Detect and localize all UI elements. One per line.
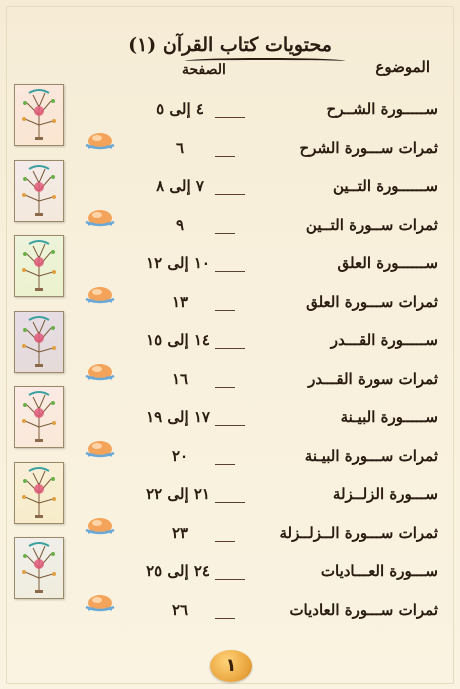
contents-row (0, 522, 460, 550)
tree-illustration-flower-icon (14, 462, 64, 524)
tree-illustration-heart-icon (14, 84, 64, 146)
tree-illustration-eye-icon (14, 311, 64, 373)
fruit-bowl-icon (82, 285, 118, 307)
tree-illustration-book-icon (14, 386, 64, 448)
leader-line (215, 618, 235, 619)
contents-row (0, 406, 460, 434)
leader-line (215, 502, 245, 503)
leader-line (215, 387, 235, 388)
row-page: ٢٤ إلى ٢٥ (146, 562, 210, 580)
fruit-bowl-icon (82, 208, 118, 230)
contents-row (0, 560, 460, 588)
row-title: ســـــورة الشــرح (326, 100, 438, 118)
row-page: ١٤ إلى ١٥ (146, 331, 210, 349)
row-page: ٤ إلى ٥ (156, 100, 204, 118)
row-page: ٢٣ (171, 523, 189, 542)
leader-line (215, 156, 235, 157)
contents-row (0, 483, 460, 511)
leader-line (215, 541, 235, 542)
row-page: ٢١ إلى ٢٢ (146, 485, 210, 503)
row-title: ثمرات ســـورة الشرح (299, 138, 438, 157)
row-page: ٢٦ (171, 600, 189, 619)
row-page: ٦ (175, 138, 185, 157)
row-title: ســــــورة التــين (332, 177, 438, 195)
contents-row (0, 291, 460, 319)
row-title: ثمرات ســـورة البيـنة (304, 446, 438, 465)
row-page: ٢٠ (171, 446, 189, 465)
leader-line (215, 425, 245, 426)
fruit-bowl-icon (82, 439, 118, 461)
contents-row (0, 98, 460, 126)
row-title: ثمرات ســـورة الــزلــزلة (279, 523, 438, 542)
row-title: ثمرات ســـورة العلق (306, 292, 438, 311)
row-page: ٧ إلى ٨ (156, 177, 204, 195)
page-number-badge (210, 650, 252, 682)
contents-row (0, 175, 460, 203)
fruit-bowl-icon (82, 593, 118, 615)
page-number: ١ (225, 655, 237, 676)
row-page: ١٧ إلى ١٩ (146, 408, 210, 426)
row-page: ١٣ (171, 292, 189, 311)
contents-row (0, 445, 460, 473)
row-title: ســـورة العـــاديات (320, 562, 438, 580)
tree-illustration-star-icon (14, 235, 64, 297)
row-title: ســـــورة البيـنة (340, 408, 438, 426)
row-title: ســـورة الزلــزلة (332, 485, 438, 503)
row-title: ســــــورة العلق (337, 254, 438, 272)
page-title: محتويات كتاب القرآن (١) (128, 34, 332, 56)
leader-line (215, 233, 235, 234)
contents-row (0, 252, 460, 280)
contents-row (0, 599, 460, 627)
column-header-topic: الموضوع (375, 58, 430, 76)
fruit-bowl-icon (82, 516, 118, 538)
fruit-bowl-icon (82, 362, 118, 384)
tree-illustration-leaf-icon (14, 160, 64, 222)
leader-line (215, 579, 245, 580)
leader-line (215, 271, 245, 272)
leader-line (215, 310, 235, 311)
column-header-page: الصفحة (182, 62, 226, 78)
row-page: ١٦ (171, 369, 189, 388)
row-title: ثمرات سورة القـــدر (308, 369, 438, 388)
row-page: ١٠ إلى ١٢ (146, 254, 210, 272)
tree-illustration-tree-icon (14, 537, 64, 599)
row-page: ٩ (175, 215, 185, 234)
row-title: ثمرات ســورة التــين (305, 215, 438, 234)
contents-row (0, 329, 460, 357)
row-title: ســـــورة القـــدر (330, 331, 438, 349)
contents-row (0, 368, 460, 396)
leader-line (215, 348, 245, 349)
contents-row (0, 214, 460, 242)
leader-line (215, 117, 245, 118)
leader-line (215, 464, 235, 465)
fruit-bowl-icon (82, 131, 118, 153)
row-title: ثمرات ســـورة العاديات (289, 600, 438, 619)
contents-row (0, 137, 460, 165)
leader-line (215, 194, 245, 195)
